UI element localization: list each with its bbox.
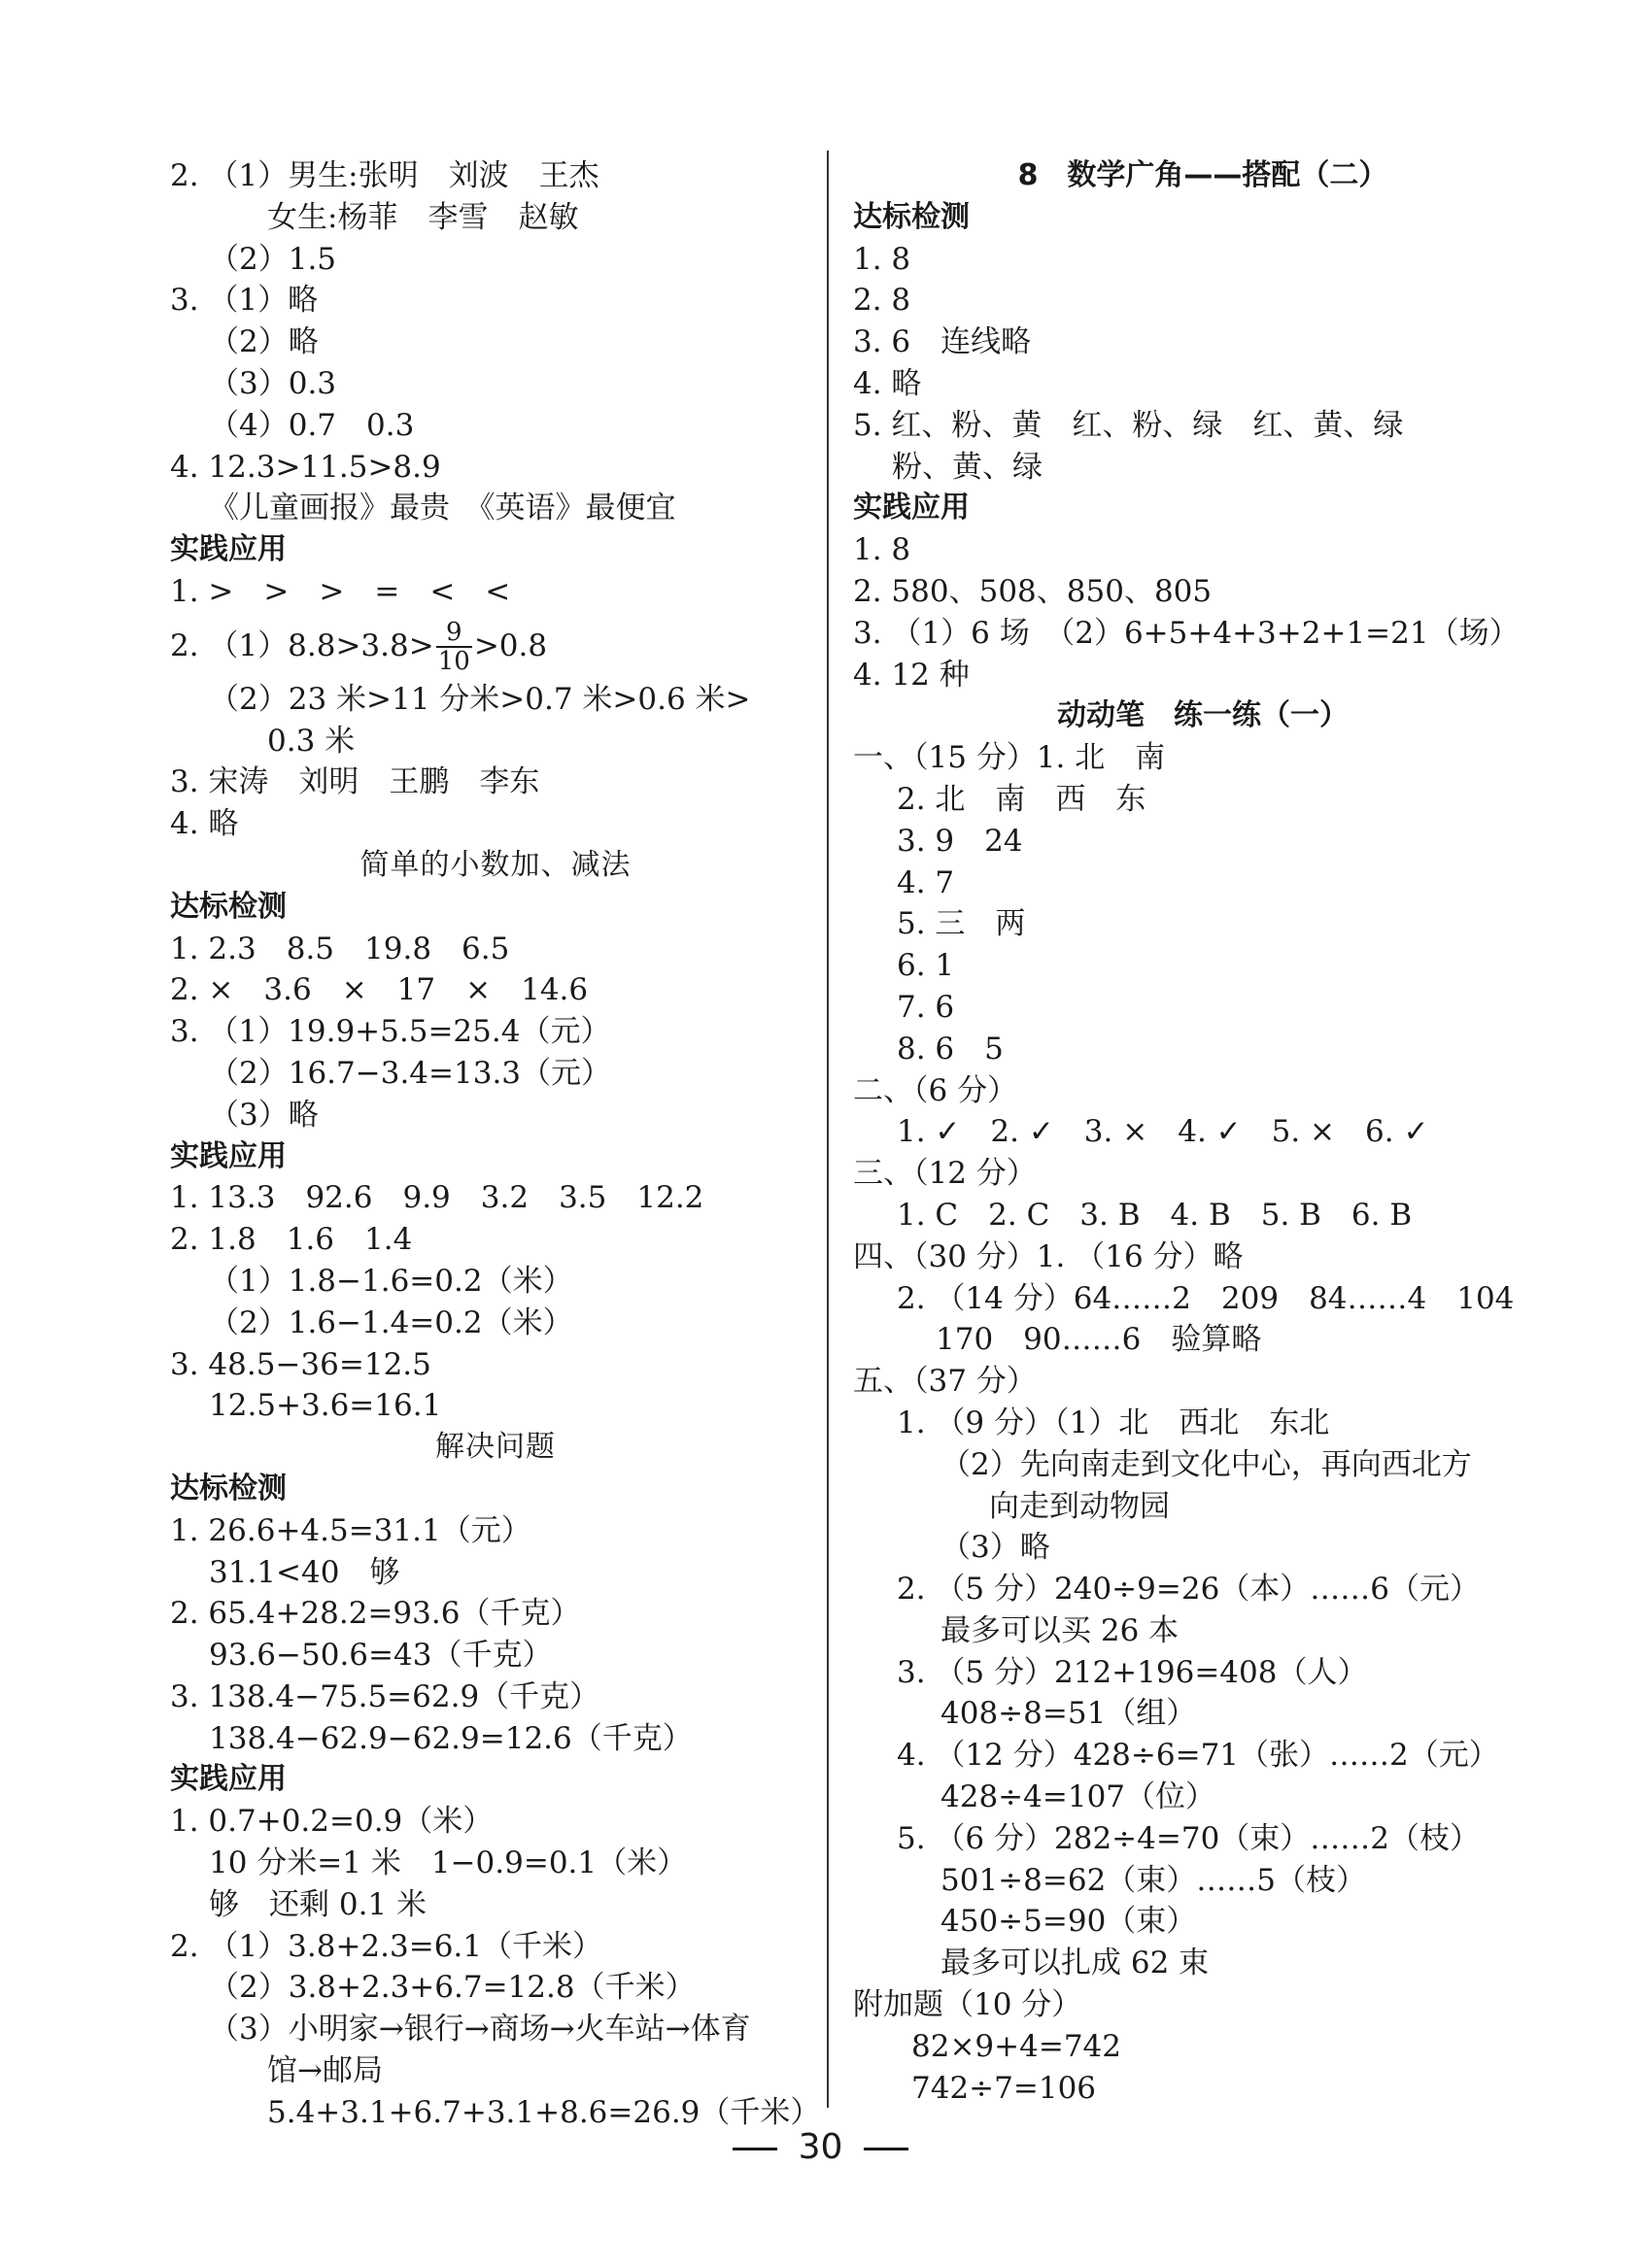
answer-line: 向走到动物园 (989, 1488, 1170, 1524)
answer-line: 5. （6 分）282÷4=70（束）……2（枝） (897, 1820, 1481, 1856)
answer-line: 450÷5=90（束） (940, 1904, 1197, 1940)
footer-dash-left (733, 2148, 777, 2150)
answer-line: 5.4+3.1+6.7+3.1+8.6=26.9（千米） (267, 2094, 821, 2130)
page-number: 30 (798, 2127, 843, 2167)
answer-line: 2. （1）3.8+2.3=6.1（千米） (170, 1928, 603, 1964)
chapter-title: 8 数学广角——搭配（二） (1017, 158, 1388, 192)
answer-line: 3. （1）19.9+5.5=25.4（元） (170, 1014, 611, 1050)
section-title: 解决问题 (435, 1430, 556, 1465)
answer-line: 8. 6 5 (897, 1031, 1004, 1066)
answer-line: （3）略 (940, 1530, 1050, 1566)
answer-line: 3. 宋涛 刘明 王鹏 李东 (170, 764, 540, 800)
subsection-heading: 达标检测 (170, 889, 287, 924)
answer-line: （3）略 (209, 1097, 319, 1133)
answer-line: 2. × 3.6 × 17 × 14.6 (170, 972, 589, 1008)
answer-line: 4. 7 (897, 864, 955, 900)
fraction (436, 619, 472, 675)
answer-line: 4. 略 (853, 365, 922, 401)
answer-line: 2. （5 分）240÷9=26（本）……6（元） (897, 1572, 1481, 1608)
fraction-numerator: 9 (436, 619, 472, 648)
answer-line: 1. 0.7+0.2=0.9（米） (170, 1804, 494, 1840)
answer-line: 4. 12.3>11.5>8.9 (170, 449, 441, 485)
answer-line: 3. 138.4−75.5=62.9（千克） (170, 1678, 600, 1714)
answer-line: 3. （5 分）212+196=408（人） (897, 1654, 1368, 1690)
answer-line: 三、（12 分） (853, 1156, 1037, 1192)
answer-line: 附加题（10 分） (853, 1987, 1082, 2023)
answer-line: 1. 8 (853, 241, 911, 277)
answer-line: 1. ✓ 2. ✓ 3. × 4. ✓ 5. × 6. ✓ (897, 1114, 1429, 1150)
answer-line: 3. 9 24 (897, 823, 1023, 859)
answer-line: 2. 北 南 西 东 (897, 781, 1146, 817)
answer-line: 馆→邮局 (267, 2053, 383, 2089)
answer-line: 82×9+4=742 (911, 2028, 1121, 2064)
answer-line: （4）0.7 0.3 (209, 407, 415, 443)
answer-line: 4. （12 分）428÷6=71（张）……2（元） (897, 1738, 1499, 1774)
section-title: 简单的小数加、减法 (359, 847, 632, 882)
answer-line: 408÷8=51（组） (940, 1696, 1197, 1732)
subsection-heading: 达标检测 (853, 199, 970, 234)
answer-line: （2）3.8+2.3+6.7=12.8（千米） (209, 1970, 696, 2006)
answer-line: 138.4−62.9−62.9=12.6（千克） (209, 1720, 693, 1756)
fraction-prefix: 2. （1）8.8>3.8> (170, 627, 434, 663)
answer-line: 五、（37 分） (853, 1364, 1037, 1400)
answer-line: 31.1<40 够 (209, 1554, 400, 1590)
fraction-suffix: >0.8 (473, 627, 548, 663)
answer-line: 最多可以买 26 本 (940, 1612, 1179, 1648)
answer-line: 2. 8 (853, 283, 911, 319)
answer-line: 3. 48.5−36=12.5 (170, 1346, 431, 1382)
answer-line: 7. 6 (897, 989, 955, 1025)
answer-line: 2. 580、508、850、805 (853, 573, 1213, 609)
answer-line: 1. 13.3 92.6 9.9 3.2 3.5 12.2 (170, 1180, 704, 1216)
page-footer (0, 2127, 1641, 2167)
answer-line: 3. （1）6 场 （2）6+5+4+3+2+1=21（场） (853, 615, 1520, 651)
left-column (170, 155, 821, 2134)
answer-line: （3）小明家→银行→商场→火车站→体育 (209, 2012, 751, 2048)
answer-line: 四、（30 分）1. （16 分）略 (853, 1238, 1244, 1274)
fraction-denominator: 10 (437, 647, 470, 677)
answer-line: 5. 三 两 (897, 906, 1026, 942)
answer-line: 742÷7=106 (911, 2070, 1097, 2106)
answer-line: （1）1.8−1.6=0.2（米） (209, 1263, 573, 1299)
answer-line: 2. （1）男生:张明 刘波 王杰 (170, 158, 599, 193)
answer-line: 501÷8=62（束）……5（枝） (940, 1862, 1367, 1898)
answer-line: 6. 1 (897, 948, 955, 984)
answer-line: 4. 12 种 (853, 657, 970, 693)
answer-line: 二、（6 分） (853, 1072, 1018, 1108)
answer-line: 0.3 米 (267, 723, 356, 759)
subsection-heading: 实践应用 (853, 491, 970, 525)
subsection-heading: 实践应用 (170, 532, 287, 567)
answer-line: 10 分米=1 米 1−0.9=0.1（米） (209, 1845, 688, 1881)
answer-line: 够 还剩 0.1 米 (209, 1886, 427, 1922)
answer-line: 428÷4=107（位） (940, 1779, 1216, 1815)
subsection-heading: 实践应用 (170, 1762, 287, 1797)
answer-line: 3. 6 连线略 (853, 324, 1032, 360)
answer-line: 女生:杨菲 李雪 赵敏 (267, 199, 579, 235)
subsection-heading: 实践应用 (170, 1138, 287, 1173)
footer-dash-right (864, 2148, 908, 2150)
answer-line: 93.6−50.6=43（千克） (209, 1638, 553, 1674)
answer-line-fraction (170, 613, 821, 679)
answer-line: 1. C 2. C 3. B 4. B 5. B 6. B (897, 1197, 1413, 1233)
answer-line: （2）1.6−1.4=0.2（米） (209, 1304, 573, 1340)
subsection-heading: 达标检测 (170, 1471, 287, 1506)
right-column (853, 155, 1553, 2109)
chapter-title: 动动笔 练一练（一） (1057, 698, 1349, 733)
answer-line: （2）23 米>11 分米>0.7 米>0.6 米> (209, 681, 751, 717)
answer-line: 3. （1）略 (170, 283, 319, 319)
answer-line: 粉、黄、绿 (892, 449, 1043, 485)
answer-line: 《儿童画报》最贵 《英语》最便宜 (209, 491, 676, 526)
answer-line: （2）略 (209, 324, 319, 360)
answer-line: 1. 2.3 8.5 19.8 6.5 (170, 931, 510, 966)
answer-line: 2. 1.8 1.6 1.4 (170, 1222, 413, 1258)
answer-line: 1. > > > = < < (170, 573, 511, 609)
answer-line: 12.5+3.6=16.1 (209, 1388, 442, 1424)
answer-line: （2）16.7−3.4=13.3（元） (209, 1055, 612, 1091)
answer-line: 一、（15 分）1. 北 南 (853, 740, 1166, 776)
answer-line: 1. （9 分）（1）北 西北 东北 (897, 1405, 1330, 1440)
answer-line: 2. （14 分）64……2 209 84……4 104 (897, 1280, 1515, 1316)
answer-line: 1. 8 (853, 532, 911, 568)
answer-line: （2）先向南走到文化中心，再向西北方 (940, 1446, 1472, 1482)
answer-line: 2. 65.4+28.2=93.6（千克） (170, 1596, 581, 1632)
answer-line: （2）1.5 (209, 241, 337, 277)
column-divider (827, 151, 829, 2108)
answer-line: 1. 26.6+4.5=31.1（元） (170, 1512, 531, 1548)
answer-line: 4. 略 (170, 806, 239, 842)
answer-line: 5. 红、粉、黄 红、粉、绿 红、黄、绿 (853, 407, 1404, 443)
answer-line: 170 90……6 验算略 (936, 1322, 1262, 1358)
answer-line: （3）0.3 (209, 365, 337, 401)
answer-line: 最多可以扎成 62 束 (940, 1946, 1210, 1981)
